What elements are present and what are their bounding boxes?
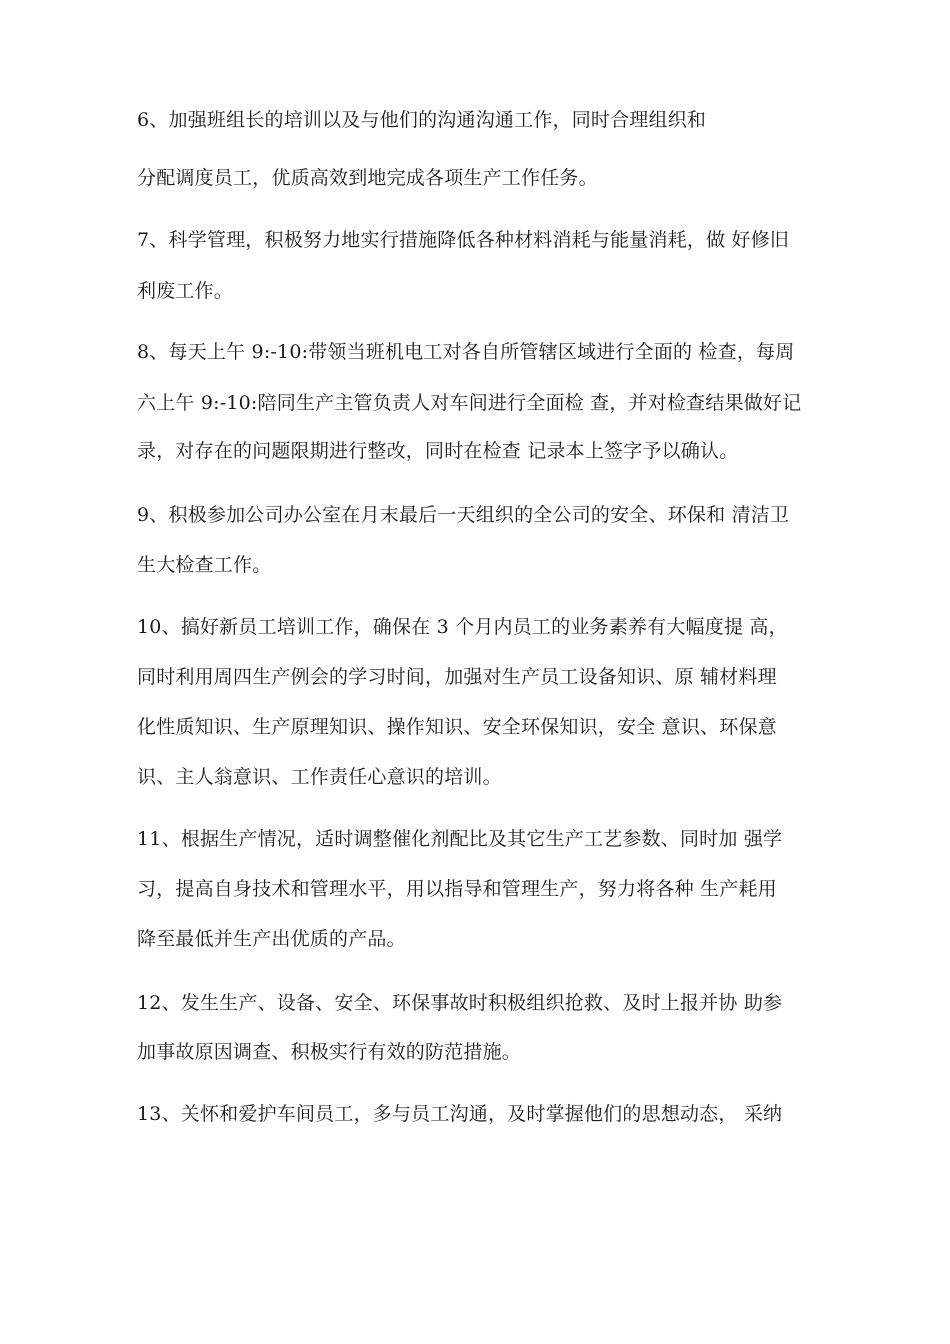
paragraph-13-line-1: 13、关怀和爱护车间员工，多与员工沟通，及时掌握他们的思想动态， 采纳 [137,1103,783,1125]
paragraph-12-line-1: 12、发生生产、设备、安全、环保事故时积极组织抢救、及时上报并协 助参 [137,992,783,1014]
paragraph-10-line-3: 化性质知识、生产原理知识、操作知识、安全环保知识，安全 意识、环保意 [137,716,777,738]
paragraph-7-line-2: 利废工作。 [137,280,234,302]
paragraph-8-line-3: 录，对存在的问题限期进行整改，同时在检查 记录本上签字予以确认。 [137,440,739,462]
paragraph-6-line-2: 分配调度员工，优质高效到地完成各项生产工作任务。 [137,167,598,189]
paragraph-7-line-1: 7、科学管理，积极努力地实行措施降低各种材料消耗与能量消耗，做 好修旧 [137,229,790,251]
paragraph-10-line-1: 10、搞好新员工培训工作，确保在 3 个月内员工的业务素养有大幅度提 高， [137,616,788,638]
paragraph-10-line-4: 识、主人翁意识、工作责任心意识的培训。 [137,766,502,788]
paragraph-10-line-2: 同时利用周四生产例会的学习时间，加强对生产员工设备知识、原 辅材料理 [137,666,777,688]
paragraph-12-line-2: 加事故原因调查、积极实行有效的防范措施。 [137,1041,522,1063]
paragraph-11-line-1: 11、根据生产情况，适时调整催化剂配比及其它生产工艺参数、同时加 强学 [137,828,783,850]
paragraph-9-line-2: 生大检查工作。 [137,554,272,576]
paragraph-6-line-1: 6、加强班组长的培训以及与他们的沟通沟通工作，同时合理组织和 [137,109,707,131]
paragraph-11-line-2: 习，提高自身技术和管理水平，用以指导和管理生产，努力将各种 生产耗用 [137,878,777,900]
paragraph-9-line-1: 9、积极参加公司办公室在月末最后一天组织的全公司的安全、环保和 清洁卫 [137,504,790,526]
paragraph-8-line-1: 8、每天上午 9:-10:带领当班机电工对各自所管辖区域进行全面的 检查，每周 [137,341,795,363]
paragraph-11-line-3: 降至最低并生产出优质的产品。 [137,928,406,950]
paragraph-8-line-2: 六上午 9:-10:陪同生产主管负责人对车间进行全面检 查，并对检查结果做好记 [137,392,802,414]
